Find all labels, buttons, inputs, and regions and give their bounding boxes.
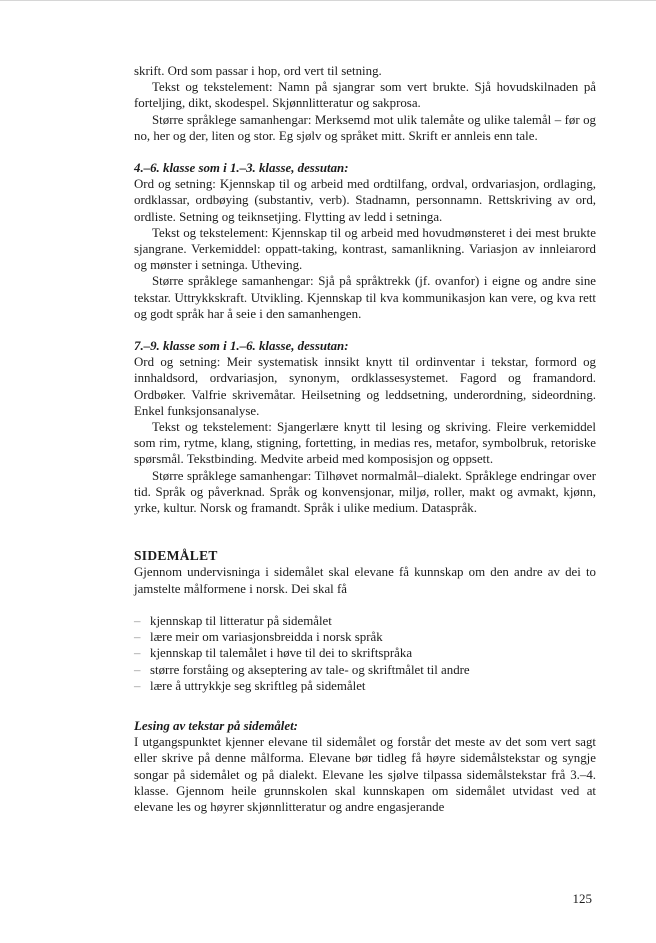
- subheading-4-6: 4.–6. klasse som i 1.–3. klasse, dessutan:: [134, 161, 349, 176]
- list-item: – lære å uttrykkje seg skriftleg på sidemålet: [134, 678, 366, 693]
- subheading-7-9: 7.–9. klasse som i 1.–6. klasse, dessutan:: [134, 339, 349, 354]
- bullet-list: [134, 613, 596, 694]
- list-item: – kjennskap til litteratur på sidemålet: [134, 613, 332, 628]
- dash-marker: –: [134, 678, 141, 693]
- list-item: – kjennskap til talemålet i høve til dei to skriftspråka: [134, 646, 413, 661]
- dash-marker: –: [134, 662, 141, 677]
- paragraph: Ord og setning: Kjennskap til og arbeid med ordtilfang, ordval, ordvariasjon, ordlaging, ordklassar, ordbøying (substantiv, verb). Stadnamn, personnamn. Rettskriving av ord, ordliste. Setning og teiknsetjing. Flytting av ledd i setninga.: [134, 177, 596, 224]
- dash-marker: –: [134, 646, 141, 661]
- dash-marker: –: [134, 613, 141, 628]
- paragraph: Tekst og tekstelement: Kjennskap til og arbeid med hovudmønsteret i dei mest brukte sjangrane. Verkemiddel: oppatt-taking, kontrast, samanlikning. Variasjon av innleiarord og mønster i setninga. Utheving.: [134, 225, 596, 273]
- subheading-reading: Lesing av tekstar på sidemålet:: [134, 718, 298, 733]
- paragraph: Større språklege samanhengar: Sjå på språktrekk (jf. ovanfor) i eigne og andre sine tekstar. Uttrykkskraft. Utvikling. Kjennskap til kva kommunikasjon kan vere, og kva rett og godt språk har å seie i den samanhengen.: [134, 274, 596, 321]
- page-number: 125: [572, 891, 592, 906]
- section-intro: Gjennom undervisninga i sidemålet skal elevane få kunnskap om den andre av dei to jamstelte målformene i norsk. Dei skal få: [134, 565, 596, 596]
- list-item: – større forståing og akseptering av tale- og skriftmålet til andre: [134, 662, 470, 677]
- page-content: [134, 63, 596, 815]
- section-title: SIDEMÅLET: [134, 548, 218, 564]
- paragraph: Tekst og tekstelement: Sjangerlære knytt til lesing og skriving. Fleire verkemiddel som rim, rytme, klang, stigning, fortetting, in medias res, metafor, symbolbruk, retoriske spørsmål. Tekstbinding. Medvite arbeid med komposisjon og oppsett.: [134, 420, 596, 467]
- paragraph: Større språklege samanhengar: Tilhøvet normalmål–dialekt. Språklege endringar over tid. Språk og påverknad. Språk og konvensjonar, miljø, roller, makt og avmakt, kjønn, yrke, kultur. Norsk og framandt. Språk i ulike medium. Dataspråk.: [134, 468, 596, 516]
- paragraph: Tekst og tekstelement: Namn på sjangrar som vert brukte. Sjå hovudskilnaden på forteljing, dikt, skodespel. Skjønnlitteratur og sakprosa.: [134, 80, 596, 111]
- paragraph: I utgangspunktet kjenner elevane til sidemålet og forstår det meste av det som vert sagt eller skrive på denne målforma. Elevane bør tidleg få høyre sidemålstekstar og syngje songar på sidemålet og på dialekt. Elevane les sjølve tilpassa sidemålstekstar frå 3.–4. klasse. Gjennom heile grunnskolen skal kunnskapen om sidemålet utvidast ved at elevane les og høyrer skjønnlitteratur og andre engasjerande: [134, 735, 596, 814]
- list-item: – lære meir om variasjonsbreidda i norsk språk: [134, 630, 383, 645]
- paragraph: skrift. Ord som passar i hop, ord vert til setning.: [134, 64, 382, 78]
- paragraph: Ord og setning: Meir systematisk innsikt knytt til ordinventar i tekstar, formord og innhaldsord, ordvariasjon, synonym, ordklassesystemet. Fagord og framandord. Ordbøker. Valfrie skrivemåtar. Heilsetning og leddsetning, underordning, sideordning. Enkel funksjonsanalyse.: [134, 355, 596, 418]
- dash-marker: –: [134, 630, 141, 645]
- paragraph: Større språklege samanhengar: Merksemd mot ulik talemåte og ulike talemål – før og no, her og der, liten og stor. Eg sjølv og språket mitt. Skrift er annleis enn tale.: [134, 112, 596, 143]
